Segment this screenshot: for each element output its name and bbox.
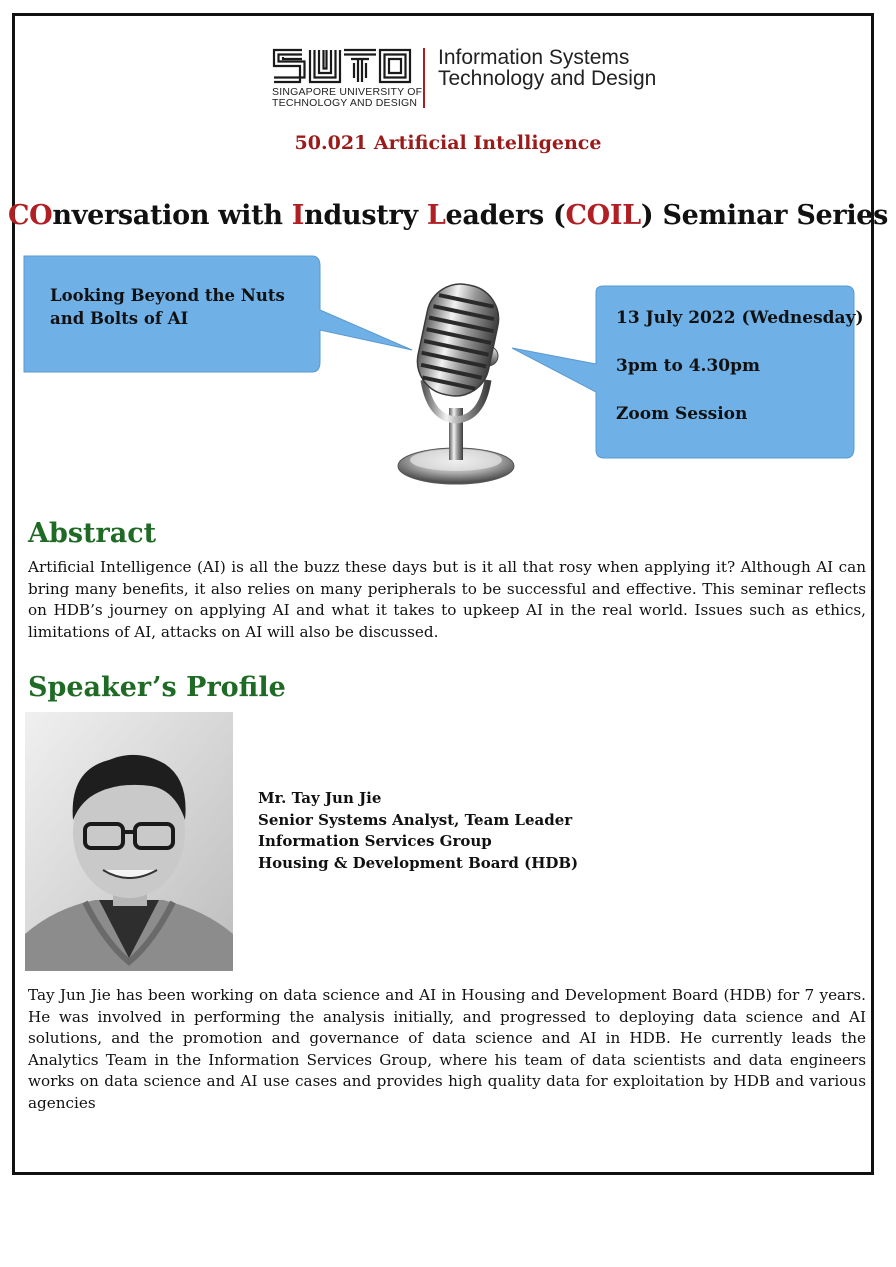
talk-venue: Zoom Session xyxy=(616,404,748,424)
course-title: 50.021 Artificial Intelligence xyxy=(294,132,602,154)
university-name: SINGAPORE UNIVERSITY OF TECHNOLOGY AND DESIGN xyxy=(272,86,423,109)
speaker-role: Senior Systems Analyst, Team Leader xyxy=(258,810,573,829)
speaker-name: Mr. Tay Jun Jie xyxy=(258,789,382,807)
talk-date: 13 July 2022 (Wednesday) xyxy=(616,308,864,328)
speaker-photo xyxy=(25,712,233,971)
speaker-organisation: Housing & Development Board (HDB) xyxy=(258,853,579,872)
speaker-details xyxy=(258,788,578,874)
speaker-group: Information Services Group xyxy=(258,832,492,850)
series-title: COnversation with Industry Leaders (COIL) Seminar Series xyxy=(7,200,889,231)
talk-details xyxy=(616,308,864,452)
department-name: Information Systems Technology and Design xyxy=(438,46,657,90)
speaker-bio: Tay Jun Jie has been working on data science and AI in Housing and Development Board (HDB) for 7 years. He was involved in performing the analysis initially, and progressed to deploying data science and AI solutions, and the promotion and governance of data science and AI in HDB. He currently leads the Analytics Team in the Information Services Group, where his team of data scientists and data engineers works on data science and AI use cases and provides high quality data for exploitation by HDB and various agencies xyxy=(28,986,866,1112)
speaker-heading: Speaker’s Profile xyxy=(28,672,286,703)
talk-title: Looking Beyond the Nuts and Bolts of AI xyxy=(50,286,285,328)
abstract-heading: Abstract xyxy=(28,518,157,549)
abstract-body: Artificial Intelligence (AI) is all the buzz these days but is it all that rosy when applying it? Although AI can bring many benefits, it also relies on many peripherals to be successful and effective. This seminar reflects on HDB’s journey on applying AI and what it takes to upkeep AI in the real world. Issues such as ethics, limitations of AI, attacks on AI will also be discussed. xyxy=(28,558,866,641)
talk-time: 3pm to 4.30pm xyxy=(616,356,761,376)
microphone-icon xyxy=(398,278,514,484)
